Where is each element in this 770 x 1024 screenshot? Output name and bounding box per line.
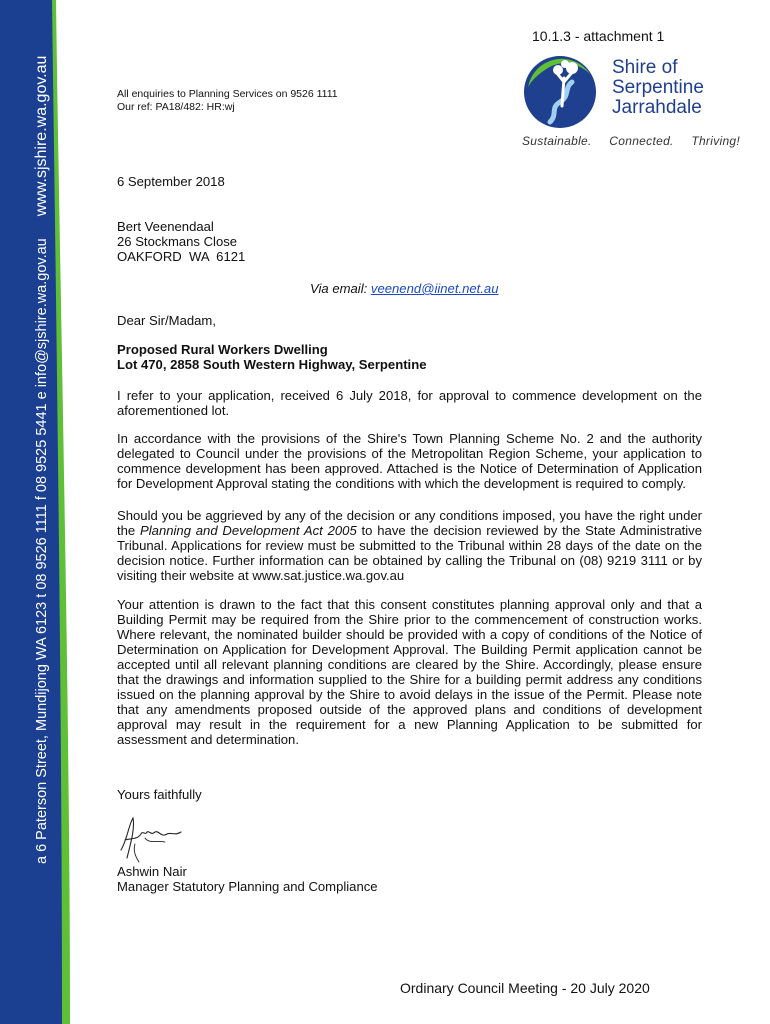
logo-wordmark: [612, 58, 704, 118]
recipient-email-link[interactable]: veenend@iinet.net.au: [370, 281, 499, 296]
letter-header-info: [117, 88, 338, 114]
enquiries-line: All enquiries to Planning Services on 9526 1111: [117, 88, 338, 100]
signatory-title: Manager Statutory Planning and Compliance: [117, 879, 378, 894]
via-email-label: Via email:: [310, 281, 371, 296]
sidebar-website: www.sjshire.wa.gov.au: [33, 55, 50, 217]
body-paragraph-3: [117, 508, 702, 583]
body-paragraph-4: Your attention is drawn to the fact that this consent constitutes planning approval only and that a Building Permit may be required from the Shire prior to the commencement of construction works. Where relevant, the nominated builder should be provided with a copy of conditions of the Notice of Determination on Application for Development Approval. The Building Permit application cannot be accepted until all relevant planning conditions are cleared by the Shire. Accordingly, please ensure that the drawings and information supplied to the Shire for a building permit address any conditions issued on the planning approval by the Shire to avoid delays in the issue of the Permit. Please note that any amendments proposed outside of the approved plans and conditions of development approval may result in the requirement for a new Planning Application to be submitted for assessment and determination.: [117, 597, 702, 747]
via-email-line: [310, 281, 499, 296]
signatory-name: Ashwin Nair: [117, 864, 187, 879]
body-paragraph-2: In accordance with the provisions of the Shire's Town Planning Scheme No. 2 and the authority delegated to Council under the provisions of the Metropolitan Region Scheme, your application to commence development has been approved. Attached is the Notice of Determination of Application for Development Approval stating the conditions with which the development is required to comply.: [117, 431, 702, 491]
recipient-locality: OAKFORD WA 6121: [117, 249, 246, 264]
closing: Yours faithfully: [117, 787, 202, 802]
logo-tagline: [522, 134, 754, 148]
our-ref-line: Our ref: PA18/482: HR:wj: [117, 101, 235, 113]
sidebar-contact: [14, 0, 70, 1024]
act-name: Planning and Development Act 2005: [140, 523, 357, 538]
signatory-block: [117, 864, 378, 894]
recipient-address: [117, 219, 245, 264]
body-paragraph-1: I refer to your application, received 6 July 2018, for approval to commence development on the aforementioned lot.: [117, 388, 702, 418]
tagline-word: Sustainable.: [522, 134, 592, 148]
sidebar-band: [0, 0, 72, 1024]
p3-text-after: to have the decision reviewed by the State Administrative Tribunal. Applications for review must be submitted to the Tribunal within 28 days of the date on the decision notice. Further information can be obtained by calling the Tribunal on (08) 9219 3111 or by visiting their website at www.sat.justice.wa.gov.au: [117, 523, 702, 583]
salutation: Dear Sir/Madam,: [117, 313, 216, 328]
recipient-street: 26 Stockmans Close: [117, 234, 238, 249]
tagline-word: Thriving!: [691, 134, 741, 148]
logo-line-2: Serpentine: [612, 77, 704, 98]
letter-date: 6 September 2018: [117, 174, 225, 189]
tree-emblem-icon: [520, 52, 610, 132]
signature-image: [115, 810, 195, 866]
letter-body: [117, 388, 702, 760]
subject-line-2: Lot 470, 2858 South Western Highway, Serpentine: [117, 357, 427, 372]
logo-line-1: Shire of: [612, 57, 678, 78]
tagline-word: Connected.: [609, 134, 674, 148]
subject-line-1: Proposed Rural Workers Dwelling: [117, 342, 328, 357]
sidebar-address: a 6 Paterson Street, Mundijong WA 6123 t 08 9526 1111 f 08 9525 5441 e info@sjshire.wa.gov.au: [34, 238, 50, 864]
shire-logo: [520, 52, 741, 160]
recipient-name: Bert Veenendaal: [117, 219, 214, 234]
attachment-label: 10.1.3 - attachment 1: [532, 28, 665, 44]
p3-text-before: Should you be aggrieved by any of the decision or any conditions imposed, you have the right under the: [117, 508, 702, 538]
meeting-footer: Ordinary Council Meeting - 20 July 2020: [400, 980, 650, 996]
logo-line-3: Jarrahdale: [612, 97, 702, 118]
letter-subject: [117, 342, 426, 372]
